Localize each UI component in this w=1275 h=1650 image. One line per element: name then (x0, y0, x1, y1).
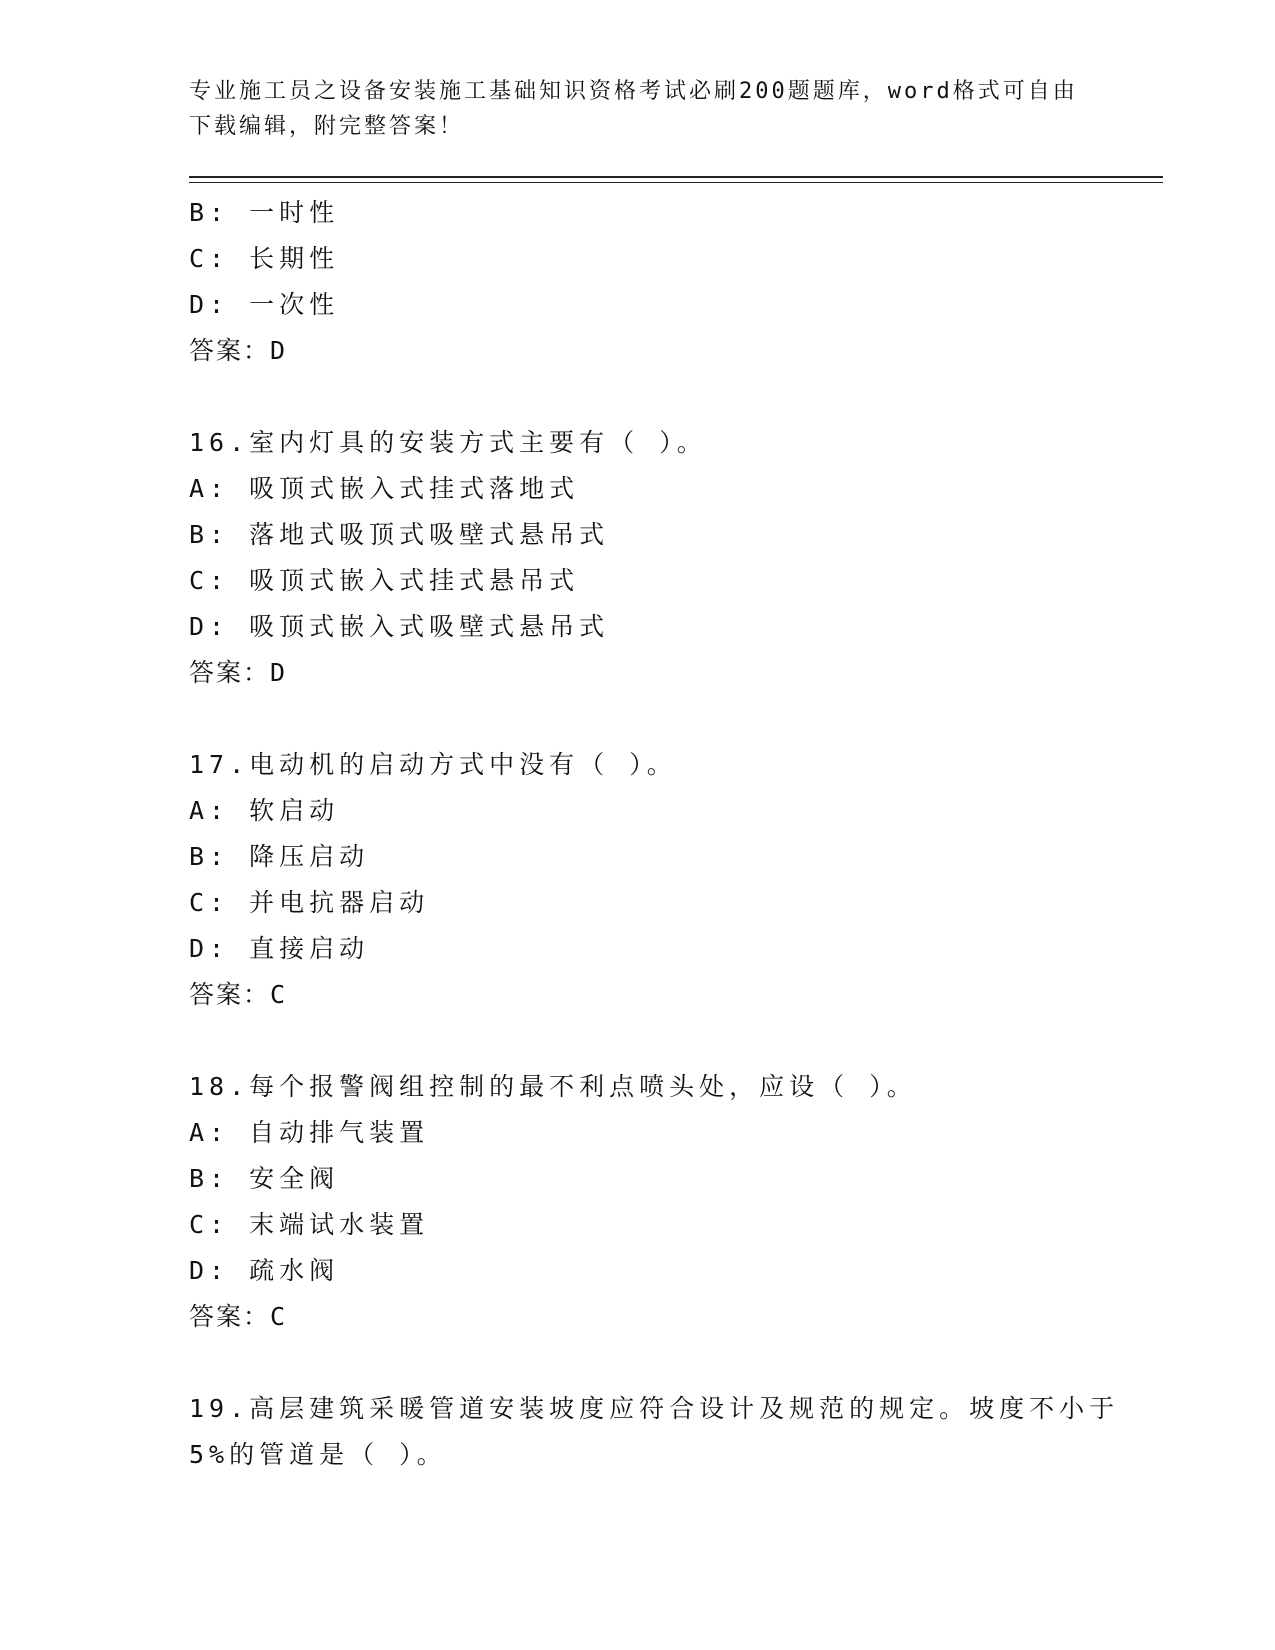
question-stem: 16.室内灯具的安装方式主要有（ ）。 (189, 428, 707, 457)
spacer (189, 374, 1139, 420)
header-line-2: 下载编辑，附完整答案！ (189, 114, 465, 139)
option-b: B: 安全阀 (189, 1164, 340, 1193)
option-b: B: 一时性 (189, 198, 340, 227)
question-stem-line-2: 5%的管道是（ ）。 (189, 1440, 447, 1469)
option-c: C: 长期性 (189, 244, 340, 273)
document-header (189, 74, 1089, 144)
question-18 (189, 1064, 1139, 1340)
question-content (189, 190, 1139, 1478)
option-a: A: 软启动 (189, 796, 340, 825)
question-17 (189, 742, 1139, 1018)
option-d: D: 吸顶式嵌入式吸壁式悬吊式 (189, 612, 610, 641)
option-d: D: 疏水阀 (189, 1256, 340, 1285)
question-stem-line-1: 19.高层建筑采暖管道安装坡度应符合设计及规范的规定。坡度不小于 (189, 1394, 1120, 1423)
option-b: B: 落地式吸顶式吸壁式悬吊式 (189, 520, 610, 549)
option-a: A: 自动排气装置 (189, 1118, 430, 1147)
spacer (189, 1340, 1139, 1386)
spacer (189, 696, 1139, 742)
answer: 答案：D (189, 336, 288, 365)
answer: 答案：C (189, 1302, 288, 1331)
question-15-continued (189, 190, 1139, 374)
spacer (189, 1018, 1139, 1064)
option-a: A: 吸顶式嵌入式挂式落地式 (189, 474, 580, 503)
header-divider-thin (189, 182, 1163, 183)
answer: 答案：D (189, 658, 288, 687)
header-divider-thick (189, 176, 1163, 178)
option-b: B: 降压启动 (189, 842, 370, 871)
question-stem: 18.每个报警阀组控制的最不利点喷头处，应设（ ）。 (189, 1072, 917, 1101)
option-d: D: 一次性 (189, 290, 340, 319)
question-16 (189, 420, 1139, 696)
option-d: D: 直接启动 (189, 934, 370, 963)
question-19 (189, 1386, 1139, 1478)
option-c: C: 末端试水装置 (189, 1210, 430, 1239)
option-c: C: 并电抗器启动 (189, 888, 430, 917)
answer: 答案：C (189, 980, 288, 1009)
question-stem: 17.电动机的启动方式中没有（ ）。 (189, 750, 677, 779)
option-c: C: 吸顶式嵌入式挂式悬吊式 (189, 566, 580, 595)
header-line-1: 专业施工员之设备安装施工基础知识资格考试必刷200题题库，word格式可自由 (189, 79, 1078, 104)
